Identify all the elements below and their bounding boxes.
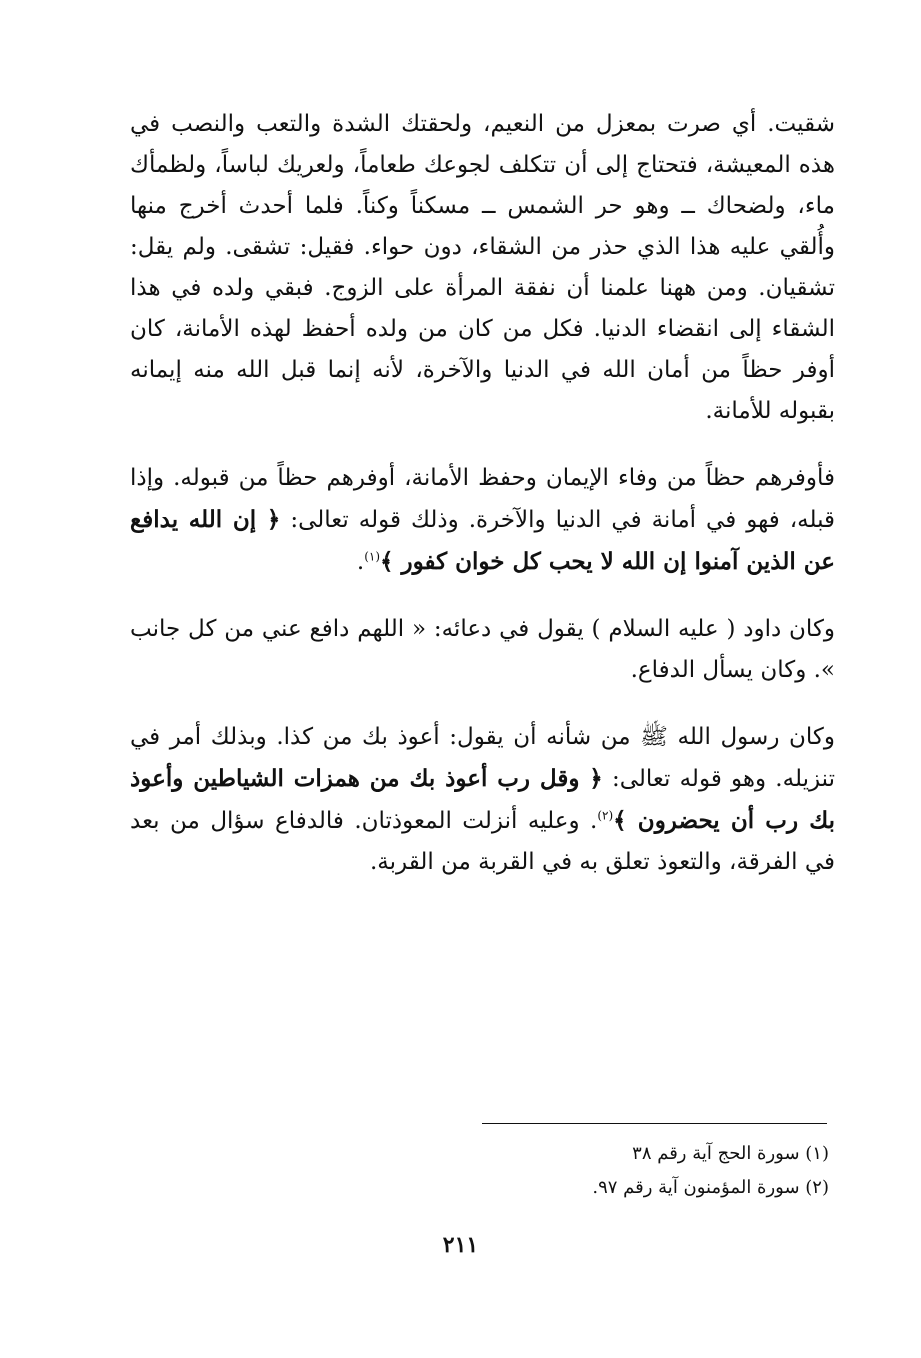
paragraph-text: شقيت. أي صرت بمعزل من النعيم، ولحقتك الشدة والتعب والنصب في هذه المعيشة، فتحتاج إلى أن تتكلف لجوعك طعاماً، ولعريك لباساً، ولظمأك ماء، ولضحاك ــ وهو حر الشمس ــ مسكناً وكناً. فلما أحدث أخرج منها وأُلقي عليه هذا الذي حذر من الشقاء، دون حواء. فقيل: تشقى. ولم يقل: تشقيان. ومن ههنا علمنا أن نفقة المرأة على الزوج. فبقي ولده في هذا الشقاء إلى انقضاء الدنيا. فكل من كان من ولده أحفظ لهذه الأمانة، كان أوفر حظاً من أمان الله في الدنيا والآخرة، لأنه إنما قبل الله منه إيمانه بقبوله للأمانة. (130, 111, 835, 424)
quran-verse: ﴿ وقل رب أعوذ بك من همزات الشياطين وأعوذ بك رب أن يحضرون ﴾ (130, 765, 835, 834)
page-number: ٢١١ (442, 1232, 479, 1258)
paragraph-text: . وعليه أنزلت المعوذتان. فالدفاع سؤال من بعد في الفرقة، والتعوذ تعلق به في القربة من القربة. (130, 808, 835, 875)
paragraph-text: وكان داود ( عليه السلام ) يقول في دعائه: « اللهم دافع عني من كل جانب ». وكان يسأل الدفاع. (130, 616, 835, 683)
footnote-reference[interactable]: (١) (364, 549, 381, 564)
footnote: (٢) سورة المؤمنون آية رقم ٩٧. (592, 1177, 829, 1198)
paragraph-text: فأوفرهم حظاً من وفاء الإيمان وحفظ الأمانة، أوفرهم حظاً من قبوله. وإذا قبله، فهو في أمانة في الدنيا والآخرة. وذلك قوله تعالى: (130, 465, 836, 533)
footnotes (329, 1137, 829, 1205)
quran-verse: ﴿ إن الله يدافع عن الذين آمنوا إن الله لا يحب كل خوان كفور ﴾ (130, 506, 835, 575)
paragraph (130, 104, 835, 432)
paragraph (130, 717, 835, 883)
paragraph-text: وكان رسول الله ﷺ من شأنه أن يقول: أعوذ بك من كذا. وبذلك أمر في تنزيله. وهو قوله تعالى: (130, 724, 835, 792)
footnote-divider (482, 1123, 827, 1124)
paragraph (130, 458, 835, 583)
footnote: (١) سورة الحج آية رقم ٣٨ (632, 1143, 829, 1164)
main-text (130, 104, 835, 883)
paragraph (130, 609, 835, 691)
footnote-reference[interactable]: (٢) (597, 808, 614, 823)
paragraph-text: . (356, 549, 365, 575)
